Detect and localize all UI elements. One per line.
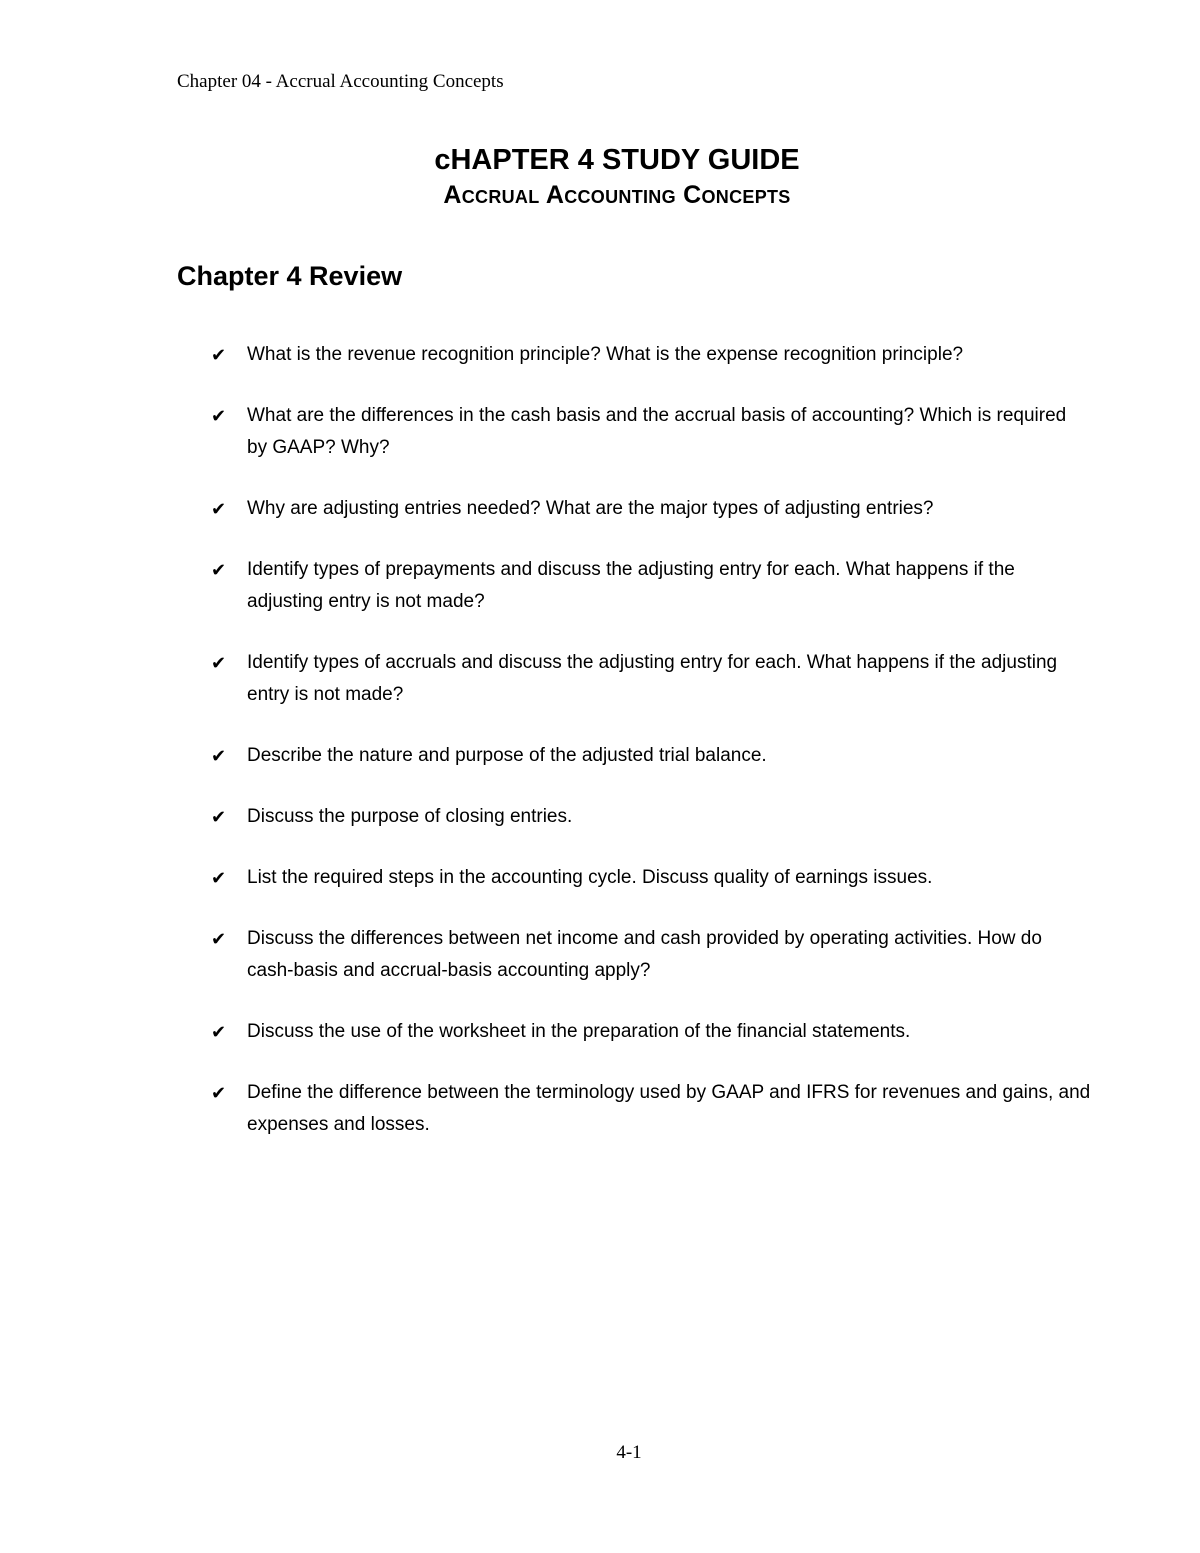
list-item-text: Identify types of accruals and discuss the adjusting entry for each. What happens if the adjusting entry is not made?	[247, 652, 1058, 705]
checkmark-icon: ✔	[211, 345, 227, 365]
list-item-text: Define the difference between the terminology used by GAAP and IFRS for revenues and gains, and expenses and losses.	[247, 1082, 1091, 1135]
list-item-text: List the required steps in the accounting cycle. Discuss quality of earnings issues.	[247, 867, 933, 888]
list-item-text: Why are adjusting entries needed? What are the major types of adjusting entries?	[247, 498, 934, 519]
checkmark-icon: ✔	[211, 807, 227, 827]
document-title: cHAPTER 4 STUDY GUIDE	[434, 144, 800, 176]
section-heading: Chapter 4 Review	[177, 261, 403, 291]
running-header: Chapter 04 - Accrual Accounting Concepts	[177, 71, 504, 92]
checkmark-icon: ✔	[211, 746, 227, 766]
list-item	[211, 862, 1091, 894]
list-item-text: Identify types of prepayments and discuss the adjusting entry for each. What happens if the adjusting entry is not made?	[247, 559, 1015, 612]
list-item	[211, 1016, 1091, 1048]
checkmark-icon: ✔	[211, 406, 227, 426]
list-item-text: Describe the nature and purpose of the adjusted trial balance.	[247, 745, 767, 766]
checkmark-icon: ✔	[211, 653, 227, 673]
review-list	[211, 339, 1091, 1170]
checkmark-icon: ✔	[211, 929, 227, 949]
list-item-text: What are the differences in the cash basis and the accrual basis of accounting? Which is required by GAAP? Why?	[247, 405, 1067, 458]
checkmark-icon: ✔	[211, 1083, 227, 1103]
checkmark-icon: ✔	[211, 1022, 227, 1042]
document-subtitle: Accrual Accounting Concepts	[443, 181, 791, 209]
list-item	[211, 493, 1091, 525]
list-item-text: What is the revenue recognition principle? What is the expense recognition principle?	[247, 344, 964, 365]
page-number: 4-1	[616, 1442, 642, 1463]
list-item	[211, 400, 1091, 464]
list-item-text: Discuss the purpose of closing entries.	[247, 806, 573, 827]
list-item	[211, 1077, 1091, 1141]
list-item	[211, 801, 1091, 833]
list-item-text: Discuss the differences between net income and cash provided by operating activities. How do cash-basis and accrual-basis accounting apply?	[247, 928, 1042, 981]
list-item	[211, 647, 1091, 711]
list-item	[211, 554, 1091, 618]
list-item	[211, 740, 1091, 772]
checkmark-icon: ✔	[211, 868, 227, 888]
list-item	[211, 339, 1091, 371]
list-item-text: Discuss the use of the worksheet in the preparation of the financial statements.	[247, 1021, 911, 1042]
title-block	[0, 142, 1200, 212]
checkmark-icon: ✔	[211, 499, 227, 519]
checkmark-icon: ✔	[211, 560, 227, 580]
list-item	[211, 923, 1091, 987]
